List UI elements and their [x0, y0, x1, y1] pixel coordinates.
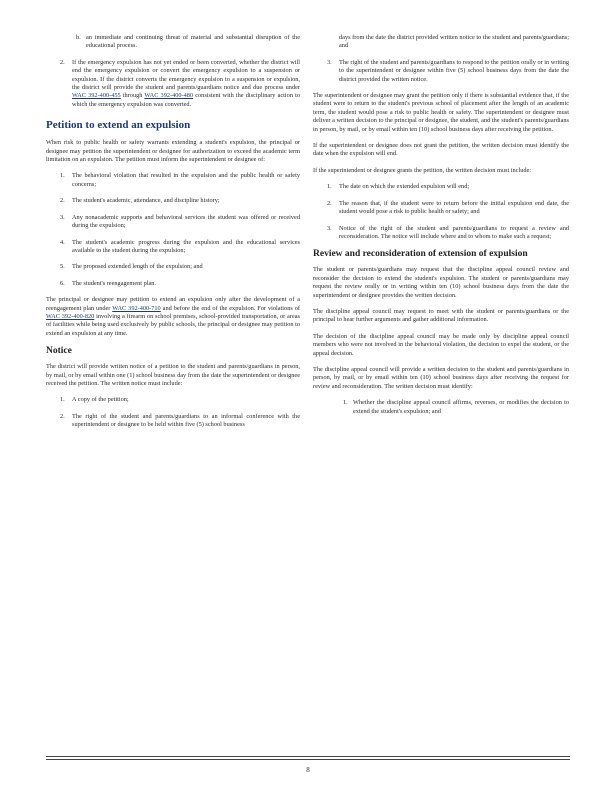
paragraph: When risk to public health or safety warrants extending a student's expulsion, the principal or designee may petition the superintendent or designee for authorization to exceed the academic term limitation on an expulsion. The petition must inform the superintendent or designee of:: [46, 139, 300, 164]
list-number: 1.: [343, 399, 348, 407]
paragraph: The discipline appeal council may request to meet with the student or parents/guardians or the principal to hear further arguments and gather additional information.: [313, 307, 569, 324]
list-item: [46, 197, 300, 205]
list-item: [313, 59, 569, 84]
list-text: The proposed extended length of the expulsion; and: [72, 263, 203, 271]
list-item: [313, 200, 569, 217]
paragraph: If the superintendent or designee does not grant the petition, the written decision must identify the date when the expulsion will end.: [313, 142, 569, 158]
wac-link[interactable]: WAC 392-400-820: [46, 312, 95, 320]
list-text: Notice of the right of the student and parents/guardians to request a review and reconsideration. The notice will include where and to whom to make such a request;: [339, 224, 569, 240]
list-text: The date on which the extended expulsion will end;: [339, 183, 470, 191]
list-item: [46, 263, 300, 271]
list-number: 2.: [60, 197, 65, 205]
list-text: The behavioral violation that resulted in the expulsion and the public health or safety concerns;: [72, 172, 300, 188]
list-number: 5.: [60, 263, 65, 271]
section-heading-notice: Notice: [46, 346, 72, 357]
list-number: 4.: [60, 238, 65, 246]
section-heading-petition: Petition to extend an expulsion: [46, 119, 191, 132]
list-text: The reason that, if the student were to return before the initial expulsion end date, the student would pose a risk to public health or safety; and: [339, 199, 569, 216]
paragraph-text: involving a firearm on school premises, school-provided transportation, or areas of facilities while being used exclusively by public schools, the principal or designee may petition to extend an expulsion at any time.: [46, 312, 300, 337]
list-number: 3.: [327, 58, 332, 66]
paragraph: The discipline appeal council will provide a written decision to the student and parents/guardians in person, by mail, or by email within ten (10) school business days after receiving the request for review and reconsideration. The written decision must identify:: [313, 365, 569, 390]
list-item: [313, 399, 569, 416]
list-text: The right of the student and parents/guardians to respond to the petition orally or in writing to the superintendent or designee within five (5) school business days from the date the district provided the written notice.: [339, 58, 569, 83]
left-column: [46, 34, 300, 438]
wac-link[interactable]: WAC 392-400-710: [112, 304, 161, 312]
wac-link[interactable]: WAC 392-400-455: [72, 92, 121, 100]
footer-divider: [46, 759, 570, 760]
paragraph: The decision of the discipline appeal council may be made only by discipline appeal council members who were not involved in the behavioral violation, the decision to expel the student, or the appeal decision.: [313, 332, 569, 357]
list-text: A copy of the petition;: [72, 396, 129, 404]
list-number: 1.: [327, 183, 332, 191]
paragraph: The student or parents/guardians may request that the discipline appeal council review and reconsider the decision to extend the student's expulsion. The student or parents/guardians may request the review orally or in writing within ten (10) school business days from the date the superintendent or designee provides the written decision.: [313, 266, 569, 299]
footer-divider: [46, 756, 570, 757]
list-text: The student's academic, attendance, and discipline history;: [72, 197, 220, 205]
paragraph: If the superintendent or designee grants the petition, the written decision must include:: [313, 166, 532, 174]
list-number: b.: [76, 34, 81, 41]
paragraph: The superintendent or designee may grant the petition only if there is substantial evidence that, if the student were to return to the student's previous school of placement after the length of an academic term, the student would pose a risk to public health or safety. The superintendent or designee must deliver a written decision to the principal or designee, the student, and the student's parents/guardians in person, by mail, or by email within ten (10) school business days after receiving the petition.: [313, 92, 569, 133]
wac-link[interactable]: WAC 392-400-480: [144, 92, 194, 100]
list-number: 3.: [60, 213, 65, 221]
list-item-continued: [313, 34, 569, 51]
list-number: 2.: [327, 199, 332, 207]
list-text: Whether the discipline appeal council affirms, reverses, or modifies the decision to extend the student's expulsion; and: [353, 399, 569, 415]
list-item: [46, 214, 300, 231]
list-number: 2.: [60, 58, 65, 66]
paragraph: The district will provide written notice of a petition to the student and parents/guardians in person, by mail, or by email within one (1) school business day from the date the superintendent or designee received the petition. The written notice must include:: [46, 363, 300, 387]
list-item: [313, 183, 569, 191]
list-text: an immediate and continuing threat of material and substantial disruption of the educational process.: [86, 34, 300, 50]
list-item: [313, 225, 569, 242]
list-number: 2.: [60, 412, 65, 420]
list-text: The right of the student and parents/guardians to an informal conference with the superintendent or designee to be held within five (5) school business: [72, 412, 300, 429]
list-text: through: [120, 92, 145, 100]
list-text: Any nonacademic supports and behavioral services the student was offered or received during the expulsion;: [72, 213, 300, 230]
paragraph-text: and before the end of the expulsion. For violations of: [160, 304, 300, 312]
list-number: 1.: [60, 172, 65, 180]
list-item: [46, 396, 300, 404]
paragraph: [46, 296, 300, 338]
list-text: consistent with the disciplinary action to which the emergency expulsion was converted.: [72, 92, 300, 108]
right-column: [313, 34, 569, 424]
paragraph-text: The principal or designee may petition to extend an expulsion only after the development of a reengagement plan under: [46, 296, 300, 312]
list-item: [46, 239, 300, 256]
list-number: 1.: [60, 396, 65, 404]
list-text: If the emergency expulsion has not yet ended or been converted, whether the district will end the emergency expulsion or convert the emergency expulsion to a suspension or expulsion. If the district converts the emergency expulsion to a suspension or expulsion, the district will provide the student and parents/guardians notice and due process under: [72, 58, 300, 92]
list-number: 3.: [327, 224, 332, 232]
list-text: The student's reengagement plan.: [72, 279, 157, 287]
list-item: [46, 413, 300, 430]
list-text: days from the date the district provided written notice to the student and parents/guardians; and: [339, 34, 569, 50]
list-text: The student's academic progress during the expulsion and the educational services available to the student during the expulsion;: [72, 238, 300, 254]
page-number: 8: [306, 766, 310, 774]
list-item: [46, 59, 300, 109]
list-number: 6.: [60, 279, 65, 287]
list-item: [46, 34, 300, 51]
list-item: [46, 172, 300, 189]
list-item: [46, 280, 300, 288]
section-heading-review: Review and reconsideration of extension of expulsion: [313, 249, 528, 260]
